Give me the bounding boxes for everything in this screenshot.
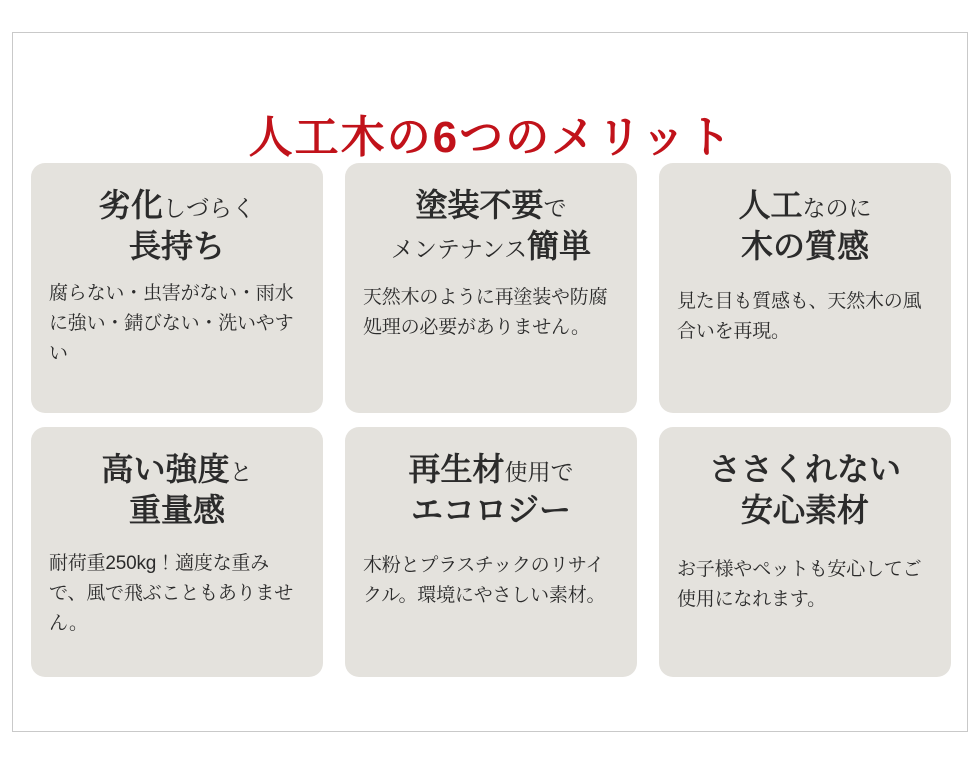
benefit-heading-run: 高い強度	[101, 451, 230, 487]
page-title: 人工木の6つのメリット	[248, 113, 734, 163]
benefit-card-no-painting-easy-maintenance	[345, 163, 637, 413]
benefit-card-synthetic-wood-texture	[659, 163, 951, 413]
poster-frame	[12, 32, 968, 732]
benefit-heading-run: なのに	[802, 195, 872, 221]
benefit-body: 木粉とプラスチックのリサイクル。環境にやさしい素材。	[363, 554, 606, 606]
benefit-heading-line	[363, 185, 619, 226]
benefit-body: 腐らない・虫害がない・雨水に強い・錆びない・洗いやすい	[49, 282, 294, 364]
benefit-heading-line	[677, 490, 933, 531]
benefit-heading	[677, 449, 933, 531]
benefit-heading-line	[49, 185, 305, 226]
benefit-heading-run: しづらく	[163, 195, 255, 221]
benefit-heading-run: と	[229, 459, 253, 485]
benefit-heading-line	[677, 449, 933, 490]
benefit-heading-line	[49, 226, 305, 267]
benefit-heading	[677, 185, 933, 267]
benefit-heading-run: 劣化	[98, 187, 163, 223]
benefit-heading-line	[677, 185, 933, 226]
benefit-card-deterioration-durability	[31, 163, 323, 413]
benefit-heading	[49, 185, 305, 267]
benefit-heading	[363, 185, 619, 267]
benefit-heading-run: 重量感	[128, 491, 225, 528]
benefit-heading-run: で	[543, 195, 567, 221]
benefit-heading-run: エコロジー	[410, 491, 571, 528]
benefit-heading-run: 塗装不要	[415, 187, 544, 223]
benefit-heading-line	[363, 449, 619, 490]
benefit-card-splinter-free-safe-material	[659, 427, 951, 677]
benefit-heading-line	[49, 449, 305, 490]
benefits-grid	[31, 163, 951, 677]
benefit-heading-line	[49, 490, 305, 531]
benefit-heading-line	[363, 490, 619, 531]
benefit-heading-run: ささくれない	[708, 451, 901, 487]
benefit-heading-run: 簡単	[527, 227, 592, 264]
benefit-heading-run: 使用で	[504, 459, 574, 485]
benefit-body: 見た目も質感も、天然木の風合いを再現。	[677, 290, 922, 342]
benefit-card-recycled-ecology	[345, 427, 637, 677]
benefit-heading	[363, 449, 619, 531]
benefit-body: 耐荷重250kg！適度な重みで、風で飛ぶこともありません。	[49, 552, 294, 634]
benefit-heading-run: 長持ち	[128, 227, 225, 264]
benefit-card-high-strength-weight	[31, 427, 323, 677]
benefit-heading-run: メンテナンス	[390, 235, 528, 262]
benefit-heading-run: 安心素材	[740, 491, 869, 528]
benefit-heading-line	[677, 226, 933, 267]
benefit-heading-run: 再生材	[408, 451, 505, 487]
benefit-heading-line	[363, 226, 619, 267]
benefit-body: 天然木のように再塗装や防腐処理の必要がありません。	[363, 286, 608, 338]
benefit-heading	[49, 449, 305, 531]
benefit-heading-run: 木の質感	[740, 227, 869, 264]
benefit-body: お子様やペットも安心してご使用になれます。	[677, 558, 922, 610]
benefit-heading-run: 人工	[738, 187, 803, 223]
